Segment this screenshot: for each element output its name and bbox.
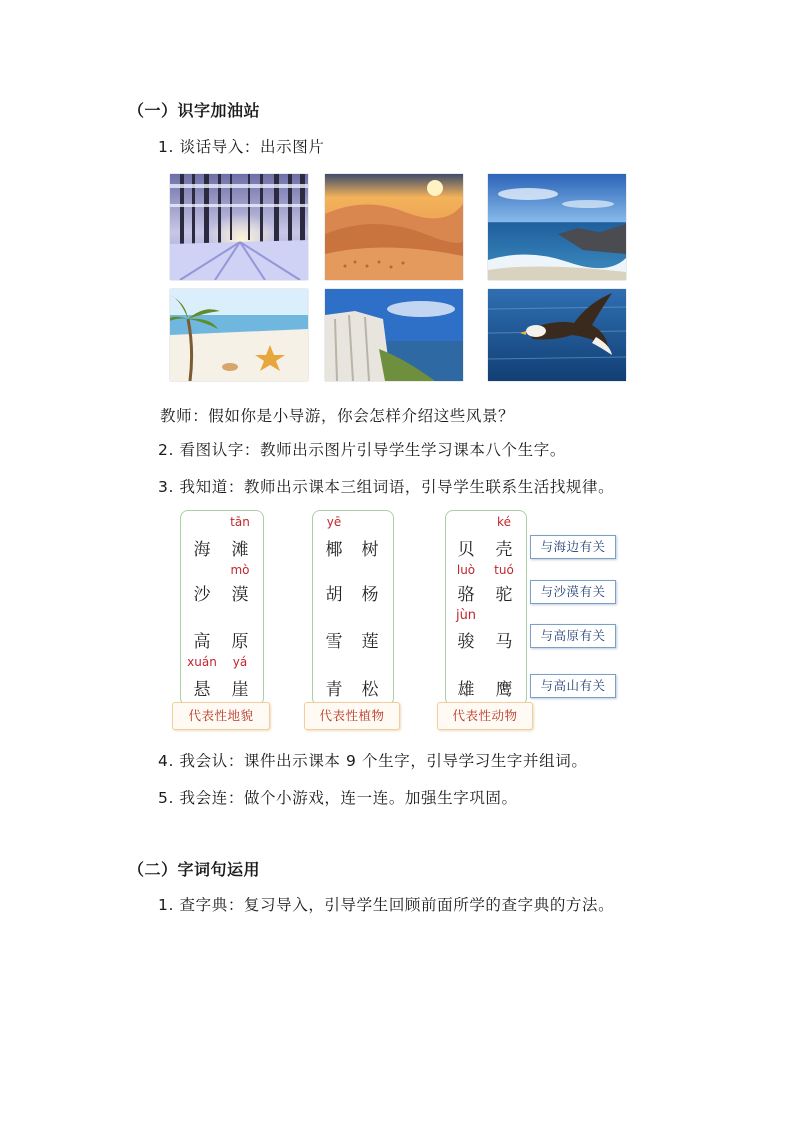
list-item-6: 1. 查字典：复习导入，引导学生回顾前面所学的查字典的方法。 <box>158 896 615 914</box>
relation-label-desert: 与沙漠有关 <box>530 580 616 604</box>
word-char: 骏 <box>457 632 475 652</box>
pinyin: mò <box>230 563 250 577</box>
pinyin: xuán <box>187 655 217 669</box>
word-char: 悬 <box>193 680 211 700</box>
pinyin: tuó <box>494 563 514 577</box>
word-char: 贝 <box>457 540 475 560</box>
section-heading-2: （二）字词句运用 <box>128 860 261 879</box>
word-char: 雪 <box>325 632 343 652</box>
pinyin: tān <box>230 515 250 529</box>
word-char: 沙 <box>193 585 211 605</box>
word-char: 马 <box>495 632 513 652</box>
section-heading-1: （一）识字加油站 <box>128 101 261 120</box>
word-char: 驼 <box>495 585 513 605</box>
word-char: 椰 <box>325 540 343 560</box>
word-char: 莲 <box>361 632 379 652</box>
category-tag-landform: 代表性地貌 <box>172 702 270 730</box>
list-item-3: 3. 我知道：教师出示课本三组词语，引导学生联系生活找规律。 <box>158 478 615 496</box>
pinyin: yē <box>326 515 342 529</box>
list-item-1: 1. 谈话导入：出示图片 <box>158 138 325 156</box>
photo-palm-beach <box>170 289 308 381</box>
photo-sea-coast <box>488 174 626 280</box>
word-char: 海 <box>193 540 211 560</box>
photo-cliff <box>325 289 463 381</box>
word-char: 杨 <box>361 585 379 605</box>
relation-label-mountain: 与高山有关 <box>530 674 616 698</box>
word-char: 滩 <box>231 540 249 560</box>
word-char: 胡 <box>325 585 343 605</box>
word-char: 青 <box>325 680 343 700</box>
pinyin: ké <box>497 515 511 529</box>
teacher-question: 教师：假如你是小导游，你会怎样介绍这些风景？ <box>160 407 515 425</box>
photo-eagle <box>488 289 626 381</box>
word-char: 崖 <box>231 680 249 700</box>
relation-label-seaside: 与海边有关 <box>530 535 616 559</box>
word-char: 原 <box>231 632 249 652</box>
word-char: 鹰 <box>495 680 513 700</box>
list-item-5: 5. 我会连：做个小游戏，连一连。加强生字巩固。 <box>158 789 518 807</box>
word-char: 高 <box>193 632 211 652</box>
word-char: 骆 <box>457 585 475 605</box>
word-char: 树 <box>361 540 379 560</box>
word-char: 松 <box>361 680 379 700</box>
pinyin: yá <box>232 655 248 669</box>
photo-desert <box>325 174 463 280</box>
list-item-4: 4. 我会认：课件出示课本 9 个生字，引导学习生字并组词。 <box>158 752 588 770</box>
word-char: 漠 <box>231 585 249 605</box>
pinyin: jùn <box>455 608 477 623</box>
pinyin: luò <box>456 563 476 577</box>
photo-snow-forest <box>170 174 308 280</box>
relation-label-plateau: 与高原有关 <box>530 624 616 648</box>
list-item-2: 2. 看图认字：教师出示图片引导学生学习课本八个生字。 <box>158 441 566 459</box>
category-tag-plant: 代表性植物 <box>304 702 400 730</box>
word-char: 雄 <box>457 680 475 700</box>
word-char: 壳 <box>495 540 513 560</box>
category-tag-animal: 代表性动物 <box>437 702 533 730</box>
